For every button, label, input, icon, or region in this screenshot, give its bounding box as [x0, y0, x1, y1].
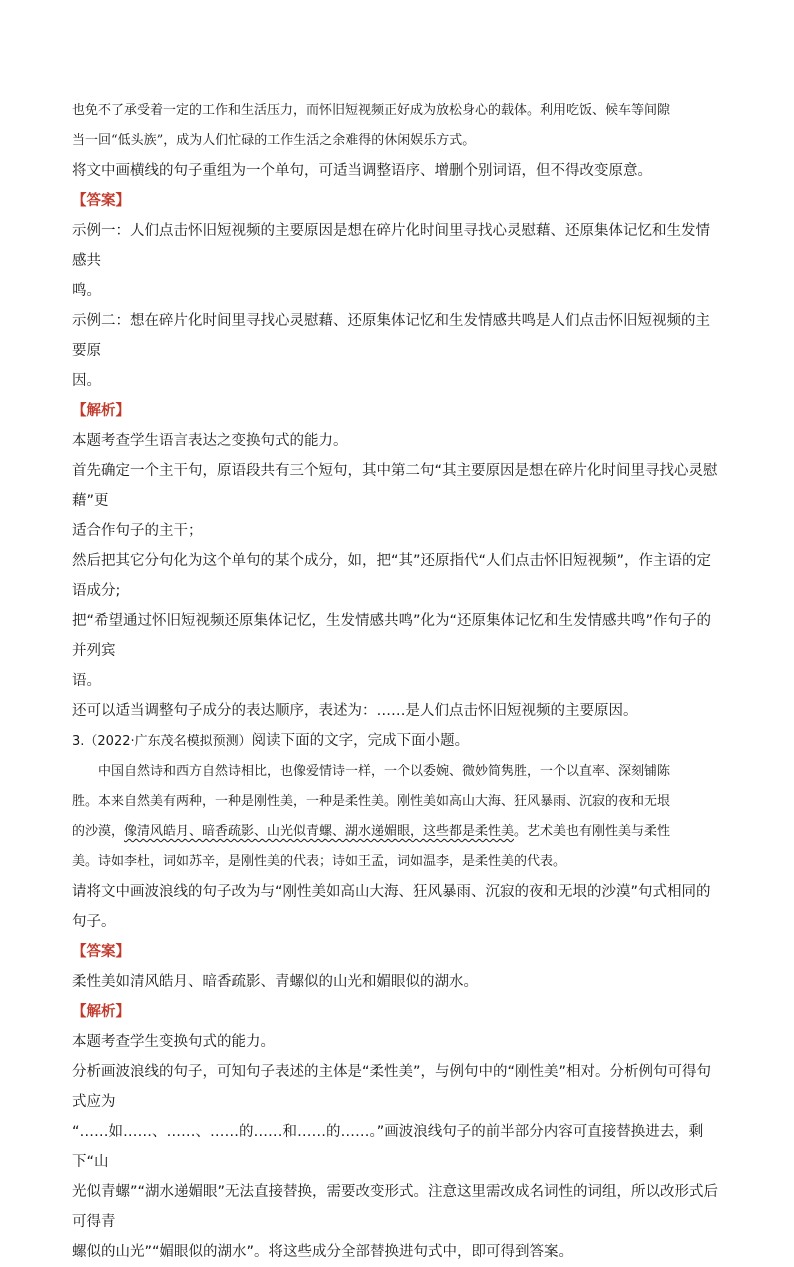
q3-analysis-2	[72, 1057, 722, 1267]
q2-answer-example2	[72, 306, 722, 396]
q3-passage	[72, 757, 722, 877]
q3-passage-line1: 中国自然诗和西方自然诗相比，也像爱情诗一样，一个以委婉、微妙简隽胜，一个以直率、深刻铺陈	[98, 764, 671, 779]
q2-analysis2-line1: 首先确定一个主干句，原语段共有三个短句，其中第二句“其主要原因是想在碎片化时间里寻找心灵慰藉”更	[72, 463, 718, 509]
q3-analysis2-line4: 螺似的山光”“媚眼似的湖水”。将这些成分全部替换进句式中，即可得到答案。	[72, 1244, 574, 1260]
q2-analysis2-line2: 适合作句子的主干；	[72, 523, 203, 539]
q2-analysis3-line2: 把“希望通过怀旧短视频还原集体记忆，生发情感共鸣”化为“还原集体记忆和生发情感共鸣”作句子的并列宾	[72, 613, 712, 659]
q2-analysis-2	[72, 456, 722, 546]
q2-analysis-tag: 【解析】	[72, 403, 130, 419]
q2-question: 将文中画横线的句子重组为一个单句，可适当调整语序、增删个别词语，但不得改变原意。	[72, 163, 652, 179]
q3-analysis2-line2: “……如……、……、……的……和……的……。”画波浪线句子的前半部分内容可直接替换进去，剩下“山	[72, 1124, 704, 1170]
q2-answer2-line2: 因。	[72, 373, 101, 389]
q3-passage-line2: 胜。本来自然美有两种，一种是刚性美，一种是柔性美。刚性美如高山大海、狂风暴雨、沉寂的夜和无垠	[72, 794, 671, 809]
q3-source: （2022·广东茂名模拟预测）	[84, 734, 252, 749]
q3-answer: 柔性美如清风皓月、暗香疏影、青螺似的山光和媚眼似的湖水。	[72, 974, 478, 990]
q3-analysis2-line3: 光似青螺”“湖水递媚眼”无法直接替换，需要改变形式。注意这里需改成名词性的词组，所以改形式后可得青	[72, 1184, 719, 1230]
q3-analysis-tag: 【解析】	[72, 1004, 130, 1020]
q3-instruction: 阅读下面的文字，完成下面小题。	[251, 733, 470, 749]
document-page	[72, 96, 722, 1267]
q2-answer-tag: 【答案】	[72, 193, 130, 209]
q3-wavy-underlined-sentence: 像清风皓月、暗香疏影、山光似青螺、湖水递媚眼，这些都是柔性美	[124, 824, 515, 839]
q3-number: 3.	[72, 734, 85, 749]
q2-answer1-line2: 鸣。	[72, 283, 101, 299]
q3-analysis2-line1: 分析画波浪线的句子，可知句子表述的主体是“柔性美”，与例句中的“刚性美”相对。分析例句可得句式应为	[72, 1064, 712, 1110]
q3-passage-line3: 的沙漠，	[72, 824, 125, 839]
q3-answer-tag: 【答案】	[72, 944, 130, 960]
q2-analysis-3	[72, 546, 722, 696]
q2-answer2-line1: 示例二：想在碎片化时间里寻找心灵慰藉、还原集体记忆和生发情感共鸣是人们点击怀旧短视频的主要原	[72, 313, 710, 359]
q2-analysis3-line3: 语。	[72, 673, 101, 689]
q2-passage	[72, 96, 722, 156]
q2-analysis-1: 本题考查学生语言表达之变换句式的能力。	[72, 433, 348, 449]
q3-header	[72, 726, 722, 757]
q3-analysis-1: 本题考查学生变换句式的能力。	[72, 1034, 275, 1050]
q2-answer1-line1: 示例一：人们点击怀旧短视频的主要原因是想在碎片化时间里寻找心灵慰藉、还原集体记忆和生发情感共	[72, 223, 710, 269]
q2-passage-line1: 也免不了承受着一定的工作和生活压力，而怀旧短视频正好成为放松身心的载体。利用吃饭、候车等间隙	[72, 103, 671, 118]
q2-analysis-4: 还可以适当调整句子成分的表达顺序，表述为：……是人们点击怀旧短视频的主要原因。	[72, 703, 638, 719]
q2-passage-line2: 当一回“低头族”，成为人们忙碌的工作生活之余难得的休闲娱乐方式。	[72, 133, 476, 148]
q3-passage-line4: 美。诗如李杜，词如苏辛，是刚性美的代表；诗如王孟，词如温李，是柔性美的代表。	[72, 854, 567, 869]
q3-passage-line3-rest: 。艺术美也有刚性美与柔性	[514, 824, 671, 839]
q2-answer-example1	[72, 216, 722, 306]
q2-analysis3-line1: 然后把其它分句化为这个单句的某个成分，如，把“其”还原指代“人们点击怀旧短视频”，作主语的定语成分;	[72, 553, 712, 599]
q3-question: 请将文中画波浪线的句子改为与“刚性美如高山大海、狂风暴雨、沉寂的夜和无垠的沙漠”句式相同的句子。	[72, 884, 711, 930]
